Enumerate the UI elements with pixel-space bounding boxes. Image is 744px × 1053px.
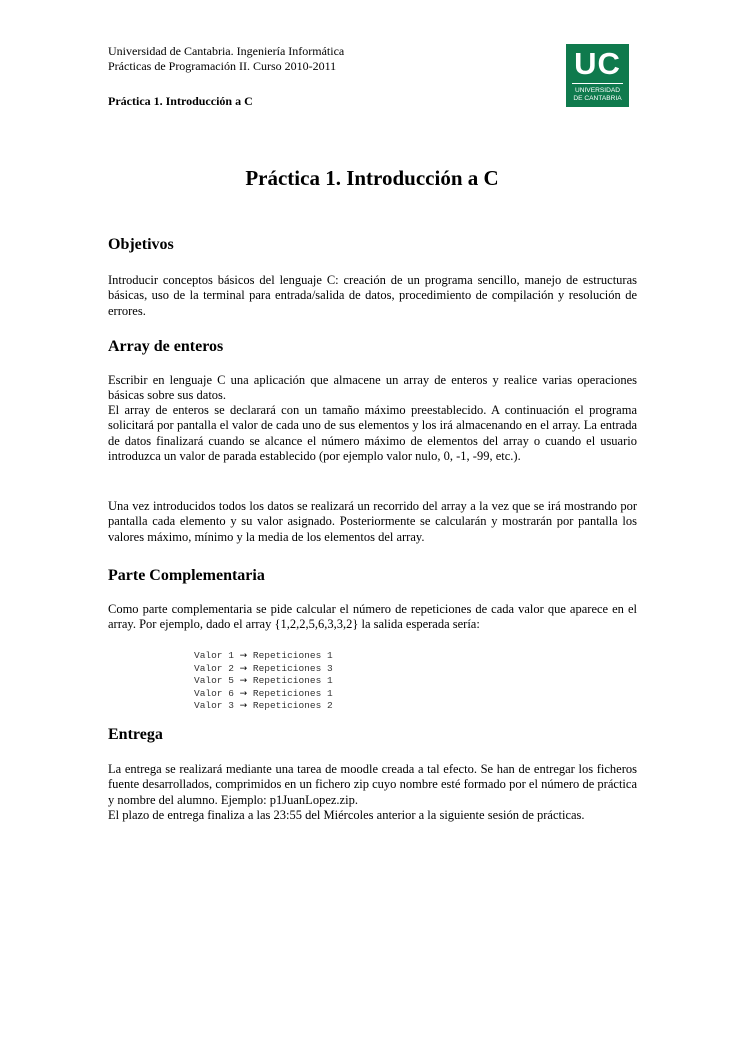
heading-complementaria: Parte Complementaria bbox=[108, 567, 265, 584]
heading-objetivos: Objetivos bbox=[108, 236, 174, 253]
logo-divider bbox=[572, 83, 623, 84]
complementaria-text: Como parte complementaria se pide calcular el número de repeticiones de cada valor que aparece en el array. Por ejemplo, dado el array {1,2,2,5,6,3,3,2} la salida esperada sería: bbox=[108, 602, 637, 632]
logo-line2: DE CANTABRIA bbox=[573, 95, 622, 102]
code-line: Valor 5 → Repeticiones 1 bbox=[194, 675, 333, 686]
university-logo bbox=[566, 44, 629, 107]
objetivos-text: Introducir conceptos básicos del lenguaje C: creación de un programa sencillo, manejo de estructuras básicas, uso de la terminal para entrada/salida de datos, procedimiento de compilación y resolución de errores. bbox=[108, 273, 637, 318]
array-text-3: Una vez introducidos todos los datos se realizará un recorrido del array a la vez que se irá mostrando por pantalla cada elemento y su valor asignado. Posteriormente se calcularán y mostrarán por pantalla los valores máximo, mínimo y la media de los elementos del array. bbox=[108, 499, 637, 544]
arrow-icon: → bbox=[239, 688, 248, 699]
page-title: Práctica 1. Introducción a C bbox=[245, 166, 499, 190]
code-line: Valor 2 → Repeticiones 3 bbox=[194, 662, 333, 674]
logo-letters: UC bbox=[574, 46, 621, 81]
arrow-icon: → bbox=[239, 663, 248, 674]
entrega-text-1: La entrega se realizará mediante una tarea de moodle creada a tal efecto. Se han de entregar los ficheros fuente desarrollados, comprimidos en un fichero zip cuyo nombre esté formado por el número de práctica y nombre del alumno. Ejemplo: p1JuanLopez.zip. bbox=[108, 762, 637, 807]
header-course: Prácticas de Programación II. Curso 2010-2011 bbox=[108, 59, 337, 73]
code-line: Valor 6 → Repeticiones 1 bbox=[194, 687, 333, 699]
arrow-icon: → bbox=[239, 651, 248, 661]
heading-array: Array de enteros bbox=[108, 338, 224, 355]
array-text-1: Escribir en lenguaje C una aplicación que almacene un array de enteros y realice varias operaciones básicas sobre sus datos. bbox=[108, 373, 637, 403]
code-line: Valor 1 → Repeticiones 1 bbox=[194, 650, 333, 661]
entrega-text-2: El plazo de entrega finaliza a las 23:55 del Miércoles anterior a la siguiente sesión de prácticas. bbox=[108, 808, 585, 822]
logo-line1: UNIVERSIDAD bbox=[574, 87, 621, 94]
header-university: Universidad de Cantabria. Ingeniería Informática bbox=[108, 44, 345, 58]
code-line: Valor 3 → Repeticiones 2 bbox=[194, 700, 333, 711]
code-example bbox=[194, 650, 333, 713]
arrow-icon: → bbox=[239, 676, 248, 686]
page-header bbox=[108, 44, 344, 74]
array-text-2: El array de enteros se declarará con un tamaño máximo preestablecido. A continuación el programa solicitará por pantalla el valor de cada uno de sus elementos y los irá almacenando en el array. La entrada de datos finalizará cuando se alcance el número máximo de elementos del array o cuando el usuario introduzca un valor de parada establecido (por ejemplo valor nulo, 0, -1, -99, etc.). bbox=[108, 403, 637, 463]
heading-entrega: Entrega bbox=[108, 726, 163, 743]
header-practice: Práctica 1. Introducción a C bbox=[108, 94, 253, 108]
arrow-icon: → bbox=[239, 701, 248, 711]
